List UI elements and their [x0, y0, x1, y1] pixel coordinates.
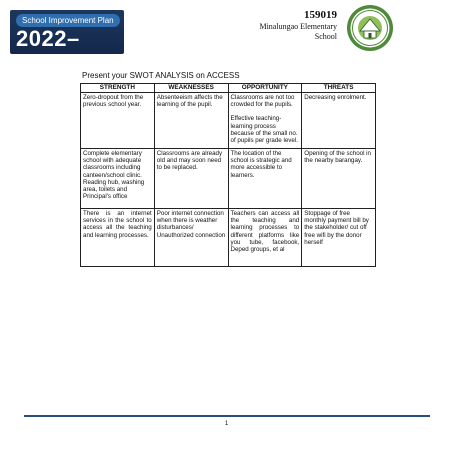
weakness-cell: Poor internet connection when there is weather disturbances/ Unauthorized connection: [154, 209, 228, 267]
threat-cell: Stoppage of free monthly payment bill by the stakeholder/ cut off free wifi by the donor herself: [302, 209, 376, 267]
opportunity-cell: The location of the school is strategic and more accessible to learners.: [228, 149, 302, 209]
school-name-line1: Minalungao Elementary: [259, 22, 337, 31]
table-header-row: [81, 84, 376, 93]
swot-table: [80, 83, 376, 267]
school-name-line2: School: [314, 32, 337, 41]
opportunity-cell: Teachers can access all the teaching and learning processes to different platforms like you tube, facebook, Deped groups, et al: [228, 209, 302, 267]
school-seal-icon: [346, 4, 394, 52]
table-row: [81, 93, 376, 149]
strength-cell: Zero-dropout from the previous school year.: [81, 93, 155, 149]
header-weaknesses: WEAKNESSES: [154, 84, 228, 93]
threat-cell: Decreasing enrolment.: [302, 93, 376, 149]
opportunity-text: Classrooms are not too crowded for the pupils.: [230, 94, 295, 109]
threat-cell: Opening of the school in the nearby barangay.: [302, 149, 376, 209]
weakness-cell: Classrooms are already old and may soon need to be replaced.: [154, 149, 228, 209]
footer-rule: [24, 415, 430, 417]
school-id-number: 159019: [304, 9, 337, 21]
header-opportunity: OPPORTUNITY: [228, 84, 302, 93]
opportunity-extra-text: Effective teaching-learning process because of the small no. of pupils per grade level.: [230, 115, 298, 145]
sip-banner: [10, 10, 124, 75]
page-title: Present your SWOT ANALYSIS on ACCESS: [82, 71, 240, 80]
page-number: 1: [224, 421, 229, 427]
weakness-cell: Absenteeism affects the learning of the pupil.: [154, 93, 228, 149]
school-identity: [259, 9, 337, 42]
table-row: [81, 149, 376, 209]
header-threats: THREATS: [302, 84, 376, 93]
table-row: [81, 209, 376, 267]
header-strength: STRENGTH: [81, 84, 155, 93]
strength-cell: There is an internet services in the school to access all the teaching and learning processes.: [81, 209, 155, 267]
plan-years: 2022–2028: [16, 26, 80, 75]
plan-label: School Improvement Plan: [16, 14, 120, 27]
opportunity-cell: [228, 93, 302, 149]
strength-cell: Complete elementary school with adequate classrooms including canteen/school clinic. Reading hub, washing area, toilets and Principal's office: [81, 149, 155, 209]
